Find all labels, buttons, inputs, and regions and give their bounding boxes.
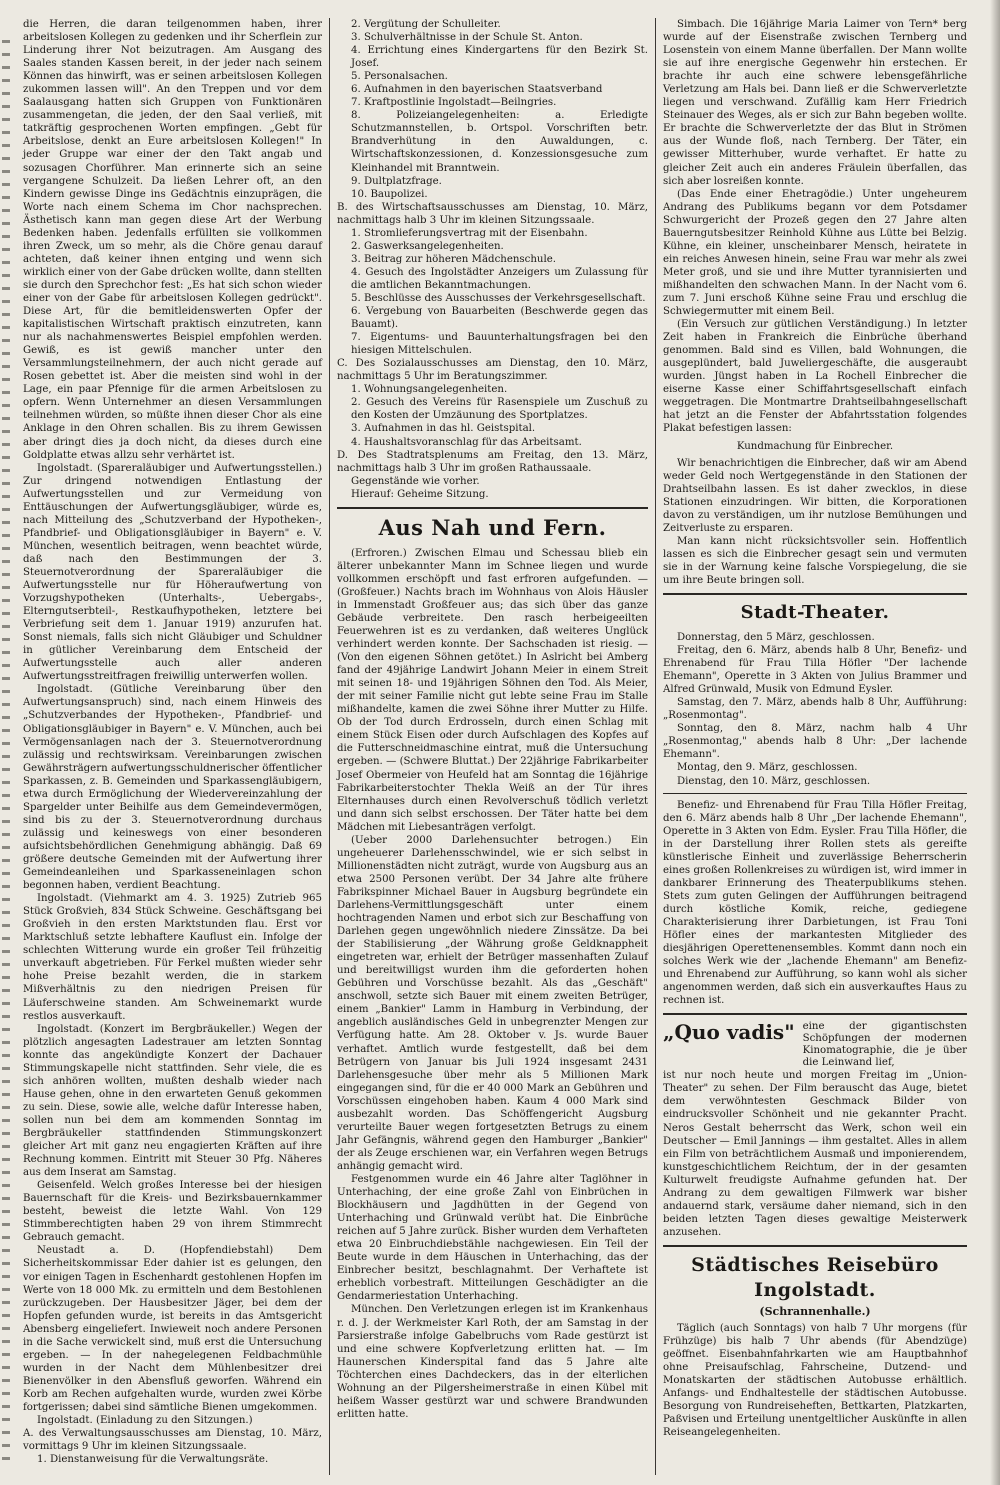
section-divider (663, 1245, 967, 1247)
agenda-item: 3. Schulverhältnisse in der Schule St. Anton. (351, 32, 583, 44)
agenda-item: 3. Aufnahmen in das hl. Geistspital. (351, 423, 536, 435)
article-paragraph: Neustadt a. D. (Hopfendiebstahl) Dem Sicherheitskommissar Eder dahier ist es gelungen, den vor einigen Tagen in Eschenhardt gestohlenen Hopfen im Werte von 18 000 Mk. zu ermitteln und dem Bestohlenen zurückzugeben. Der Hausbesitzer Jäger, bei dem der Hopfen gefunden wurde, ist bereits in das Amtsgericht Abensberg eingeliefert. Inwieweit noch andere Personen in die Sache verwickelt sind, muß erst die Untersuchung ergeben. — In der nahegelegenen Feldbachmühle wurden in der Nacht dem Mühlenbesitzer drei Bienenvölker in den Abensfluß geworfen. Während ein Korb am Rechen aufgehalten wurde, wurden zwei Körbe fortgerissen; dabei sind sämtliche Bienen umgekommen. (23, 1245, 322, 1413)
article-paragraph: Man kann nicht rücksichtsvoller sein. Hoffentlich lassen es sich die Einbrecher gesagt sein und vermuten sie in der Warnung keine falsche Vorspiegelung, die sie um ihre Beute bringen soll. (663, 535, 967, 586)
column-2 (330, 18, 656, 1475)
agenda-item: 9. Dultplatzfrage. (351, 175, 442, 187)
binding-holes (2, 40, 10, 1460)
article-paragraph: (Ueber 2000 Darlehensuchter betrogen.) Ein ungeheuerer Darlehensschwindel, wie er sich selbst in Millionenstädten nicht zuträgt, wurde von Augsburg aus an etwa 2500 Personen verübt. Der 34 Jahre alte frühere Fabrikspinner Michael Bauer in Augsburg begründete ein Darlehens-Vermittlungsgeschäft unter einem hochtragenden Namen und erbot sich zur Beschaffung von Darlehen gegen ungewöhnlich niedere Zinssätze. Da bei der Stabilisierung „der Währung große Geldknappheit eingetreten war, erhielt der Betrüger massenhaften Zulauf und bereitwilligst wurden ihm die geforderten hohen Gebühren und Vorschüsse bezahlt. Als das „Geschäft" anschwoll, setzte sich Bauer mit einem zweiten Betrüger, einem „Bankier" Lamm in Hamburg in Verbindung, der angeblich ausländisches Geld in unbegrenzter Mengen zur Verfügung hatte. Am 28. Oktober v. Js. wurde Bauer verhaftet. Amtlich wurde festgestellt, daß bei dem Betrügern von Januar bis Juli 1924 insgesamt 2431 Darlehensgesuche über mehr als 5 Millionen Mark eingegangen sind, für die er 40 000 Mark an Gebühren und Vorschüssen eingehoben haben. Kaum 4 000 Mark sind ausbezahlt worden. Das Schöffengericht Augsburg verurteilte Bauer wegen fortgesetzten Betrugs zu einem Jahr Gefängnis, während gegen den Hamburger „Bankier" der als Zeuge erschienen war, ein Verfahren wegen Betrugs anhängig gemacht wird. (337, 834, 648, 1172)
theater-line: Montag, den 9. März, geschlossen. (677, 762, 858, 774)
agenda-intro: D. Des Stadtratsplenums am Freitag, den 13. März, nachmittags halb 3 Uhr im großen Rathaussaale. (337, 449, 648, 474)
theater-heading: Stadt-Theater. (740, 602, 890, 624)
reisebuero-heading: Städtisches Reisebüro Ingolstadt. (691, 1253, 939, 1301)
agenda-item: 7. Kraftpostlinie Ingolstadt—Beilngries. (351, 97, 557, 109)
agenda-item: 4. Errichtung eines Kindergartens für den Bezirk St. Josef. (351, 45, 648, 70)
article-paragraph: (Erfroren.) Zwischen Elmau und Schessau blieb ein älterer unbekannter Mann im Schnee liegen und wurde vollkommen erschöpft und fast erfroren aufgefunden. — (Großfeuer.) Nachts brach im Wohnhaus von Alois Häusler in Immenstadt Großfeuer aus; das sich über das ganze Gebäude verbreitete. Den rasch herbeigeeilten Feuerwehren ist es zu verdanken, daß weiteres Unglück verhindert werden konnte. Der Sachschaden ist riesig. — (Von den eigenen Söhnen getötet.) In Aslricht bei Amberg fand der 49jährige Landwirt Johann Meier in einem Streit mit seinen 18- und 19jährigen Söhnen den Tod. Als Meier, der mit seiner Familie nicht gut lebte seine Frau im Stalle mißhandelte, kamen die zwei Söhne ihrer Mutter zu Hilfe. Ob der Tod durch Erdrosseln, durch einen Schlag mit einem Stück Eisen oder durch Aufschlagen des Kopfes auf die Futterschneidmaschine eintrat, muß die Untersuchung ergeben. — (Schwere Bluttat.) Der 22jährige Fabrikarbeiter Josef Obermeier von Heufeld hat am Sonntag die 16jährige Fabrikarbeiterstochter Thekla Weiß an der Tür ihres Elternhauses durch einen Revolverschuß tödlich verletzt und dann sich selbst erschossen. Der Täter hatte bei dem Mädchen mit Liebesanträgen verfolgt. (337, 547, 648, 833)
section-divider (663, 593, 967, 595)
article-paragraph: (Das Ende einer Ehetragödie.) Unter ungeheurem Andrang des Publikums begann vor dem Potsdamer Schwurgericht der Prozeß gegen den 27 Jahre alten Bauerngutsbesitzer Reinhold Kühne aus Lütte bei Belzig. Kühne, ein kleiner, unscheinbarer Mensch, heiratete in ein reiches Anwesen hinein, seine Frau war mehr als zwei Meter groß, und sie und ihre Mutter tyrannisierten und mißhandelten den schwachen Mann. In der Nacht vom 6. zum 7. Juni erschoß Kühne seine Frau und erschlug die Schwiegermutter mit einem Beil. (663, 188, 967, 318)
section-divider (663, 1013, 967, 1015)
agenda-item: 3. Beitrag zur höheren Mädchenschule. (351, 253, 557, 265)
agenda-item: 10. Baupolizei. (351, 188, 428, 200)
section-heading: Aus Nah und Fern. (378, 514, 607, 540)
article-paragraph: Festgenommen wurde ein 46 Jahre alter Taglöhner in Unterhaching, der eine große Zahl von Einbrüchen in Blockhäusern und Jagdhütten in der Gegend von Unterhaching und Grünwald verübt hat. Die Einbrüche reichen auf 5 Jahre zurück. Bisher wurden dem Verhafteten etwa 20 Einbruchdiebstähle nachgewiesen. Ein Teil der Beute wurde in dem Häuschen in Unterhaching, das der Einbrecher besitzt, beschlagnahmt. Der Verhaftete ist erheblich vorbestraft. Mitteilungen Geschädigter an die Gendarmeriestation Unterhaching. (337, 1173, 648, 1303)
theater-line: Samstag, den 7. März, abends halb 8 Uhr, Aufführung: „Rosenmontag". (663, 697, 967, 722)
agenda-item: 2. Vergütung der Schulleiter. (351, 19, 501, 30)
benefiz-paragraph: Benefiz- und Ehrenabend für Frau Tilla Höfler Freitag, den 6. März abends halb 8 Uhr „Der lachende Ehemann", Operette in 3 Akten von Edm. Eysler. Frau Tilla Höfler, die in der Darstellung ihrer Rollen stets als gereifte künstlerische Einheit und zuverlässige Beherrscherin eines großen Rollenkreises zu würdigen ist, wird immer in dankbarer Erinnerung des Theaterpublikums stehen. Stets zum guten Gelingen der Aufführungen beitragend durch köstliche Komik, reiche, gediegene Charakterisierung ihrer Darbietungen, ist Frau Toni Höfler eines der markantesten Mitglieder des diesjährigen Operettenensembles. Kommt dann noch ein solches Werk wie der „lachende Ehemann" am Benefiz- und Ehrenabend zur Aufführung, so kann wohl als sicher angenommen werden, daß sich ein ausverkauftes Haus zu rechnen ist. (663, 799, 967, 1007)
agenda-intro: A. des Verwaltungsausschusses am Dienstag, 10. März, vormittags 9 Uhr im kleinen Sitzungssaale. (23, 1428, 322, 1453)
notice-title: Kundmachung für Einbrecher. (736, 440, 894, 452)
article-paragraph: die Herren, die daran teilgenommen haben, ihrer arbeitslosen Kollegen zu gedenken und ihr Scherflein zur Linderung ihrer Not beizutragen. Am Ausgang des Saales standen Kassen bereit, in der jeder nach seinem Können das hinwirft, was er seinen arbeitslosen Kollegen zukommen lassen will". An den Treppen und vor dem Saalausgang hatten sich Gruppen von Funktionären zusammengetan, die jeden, der den Saal verließ, mit tatkräftig gesprochenen Worten empfingen. „Gebt für Arbeitslose, denkt an Eure arbeitslosen Kollegen!" In jeder Gruppe war einer der den Takt angab und sozusagen Chorführer. Man erinnerte sich an seine vergangene Schulzeit. Da ließen Lehrer oft, an den Kindern gewisse Dinge ins Gedächtnis einzuprägen, die Worte nach einem Schema im Chor nachsprechen. Ästhetisch kann man gegen diese Art der Werbung Bedenken haben. Jedenfalls erfüllten sie vollkommen ihren Zweck, um so mehr, als die Chöre genau darauf achteten, daß keiner ihnen entging und wenn sich wirklich einer von der Gabe drücken wollte, dann stellten sie durch den Sprechchor fest: „Es hat sich schon wieder einer von der Gabe für arbeitslosen Kollegen gedrückt". Diese Art, für die bemitleidenswerten Opfer der kapitalistischen Wirtschaft praktisch einzutreten, kann nur als nachahmenswertes Beispiel empfohlen werden. Gewiß, es ist gewiß mancher unter den Versammlungsteilnehmern, der auch nicht gerade auf Rosen gebettet ist. Aber die meisten sind wohl in der Lage, ein paar Pfennige für die armen Arbeitslosen zu opfern. Wenn Unternehmer an diesen Versammlungen teilnehmen würden, so müßte ihnen dieser Chor als eine Anklage in den Ohren schallen. Bis zu ihrem Gewissen aber dringt dies ja doch nicht, da dieses durch eine Goldplatte etwas allzu sehr verhärtet ist. (23, 19, 322, 461)
agenda-list (337, 383, 648, 448)
agenda-item: 1. Wohnungsangelegenheiten. (351, 384, 508, 396)
agenda-list (23, 1453, 322, 1466)
column-1 (16, 18, 330, 1475)
article-paragraph: Ingolstadt. (Einladung zu den Sitzungen.) (37, 1415, 253, 1427)
agenda-list (337, 18, 648, 201)
theater-line: Donnerstag, den 5 März, geschlossen. (677, 632, 875, 644)
article-paragraph: Ingolstadt. (Viehmarkt am 4. 3. 1925) Zutrieb 965 Stück Großvieh, 834 Stück Schweine. Geschäftsgang bei Großvieh in den ersten Marktstunden flau. Erst vor Marktschluß setzte lebhaftere Kauflust ein. Infolge der schlechten Witterung wurde ein großer Teil frühzeitig unverkauft abgetrieben. Für Ferkel mußten wieder sehr hohe Preise bezahlt werden, die in starkem Mißverhältnis zu den niedrigen Preisen für Läuferschweine standen. Am Schweinemarkt wurde restlos ausverkauft. (23, 893, 322, 1022)
quo-vadis-header (663, 1021, 967, 1069)
article-paragraph: München. Den Verletzungen erlegen ist im Krankenhaus r. d. J. der Werkmeister Karl Roth, der am Samstag in der Parsierstraße infolge Gabelbruchs vom Rade gestürzt ist und eine schwere Kopfverletzung erlitten hat. — Im Haunerschen Kinderspital fand das 5 Jahre alte Töchterchen eines Dachdeckers, das in der elterlichen Wohnung an der Pilgersheimerstraße in einen Kübel mit heißem Wasser gestürzt war und schwere Brandwunden erlitten hatte. (337, 1304, 648, 1420)
agenda-list (337, 227, 648, 357)
quo-vadis-side-text: eine der gigantischsten Schöpfungen der modernen Kinomatographie, die je über die Leinwand lief, (802, 1021, 967, 1069)
agenda-item: 2. Gaswerksangelegenheiten. (351, 240, 504, 252)
agenda-item: 2. Gesuch des Vereins für Rasenspiele um Zuschuß zu den Kosten der Umzäunung des Sportplatzes. (351, 397, 648, 422)
agenda-item: 6. Aufnahmen in den bayerischen Staatsverband (351, 84, 603, 96)
article-paragraph: (Ein Versuch zur gütlichen Verständigung.) In letzter Zeit haben in Frankreich die Einbrüche überhand genommen. Bald sind es Villen, bald Wohnungen, die ausgeplündert, bald Juweliergeschäfte, die ausgeraubt wurden. Jüngst haben in La Rochell Einbrecher die eiserne Kasse einer Schiffahrtsgesellschaft einfach weggetragen. Die Montmartre Drahtseilbahngesellschaft hat jetzt an die Fenster der Abfahrtsstation folgendes Plakat befestigen lassen: (663, 319, 967, 435)
agenda-item: 6. Vergebung von Bauarbeiten (Beschwerde gegen das Bauamt). (351, 306, 648, 331)
theater-line: Freitag, den 6. März, abends halb 8 Uhr, Benefiz- und Ehrenabend für Frau Tilla Höfler "Der lachende Ehemann", Operette in 3 Akten von Julius Brammer und Alfred Grünwald, Musik von Edmund Eysler. (663, 645, 967, 696)
column-3 (656, 18, 974, 1475)
agenda-item: 4. Gesuch des Ingolstädter Anzeigers um Zulassung für die amtlichen Bekanntmachungen. (351, 266, 648, 291)
theater-line: Sonntag, den 8. März, nachm halb 4 Uhr „Rosenmontag," abends halb 8 Uhr: „Der lachende Ehemann". (663, 723, 967, 761)
article-paragraph: Ingolstadt. (Konzert im Bergbräukeller.) Wegen der plötzlich angesagten Ladestrauer am letzten Sonntag konnte das angekündigte Konzert der Dachauer Stimmungskapelle nicht stattfinden. Sehr viele, die es sich anhören wollten, mußten deshalb wieder nach Hause gehen, ohne in den erwarteten Genuß gekommen zu sein. Diese, sowie alle, welche dafür Interesse haben, sollen nun bei dem am kommenden Sonntag im Bergbräukeller stattfindenden Stimmungskonzert gleicher Art mit ganz neu engagierten Kräften auf ihre Rechnung kommen. Eintritt mit Steuer 30 Pfg. Näheres aus dem Inserat am Samstag. (23, 1023, 322, 1179)
section-divider (337, 507, 648, 509)
article-paragraph: Geisenfeld. Welch großes Interesse bei der hiesigen Bauernschaft für die Kreis- und Bezirksbauernkammer besteht, beweist die letzte Wahl. Von 129 Stimmberechtigten haben 29 von ihrem Stimmrecht Gebrauch gemacht. (23, 1180, 322, 1244)
agenda-item: 1. Stromlieferungsvertrag mit der Eisenbahn. (351, 227, 588, 239)
agenda-item: 5. Personalsachen. (351, 71, 448, 83)
notice-text: Wir benachrichtigen die Einbrecher, daß wir am Abend weder Geld noch Wertgegenstände in den Stationen der Drahtseilbahn lassen. Es ist daher zwecklos, in diese Stationen einzudringen. Wir bitten, die Korporationen davon zu verständigen, um ihr nutzlose Bemühungen und Zeitverluste zu ersparen. (663, 457, 967, 534)
quo-vadis-paragraph: ist nur noch heute und morgen Freitag im „Union-Theater" zu sehen. Der Film berauscht das Auge, bietet dem verwöhntesten Geschmack Bilder von eindrucksvoller Schönheit und nie gekannter Pracht. Neros Gestalt beherrscht das Werk, schon weil ein Deutscher — Emil Jannings — ihm gestaltet. Alles in allem ein Film von beträchtlichem Ausmaß und imponierendem, kunstgeschichtlichem Reichtum, der in der gesamten Kulturwelt freudigste Aufnahme gefunden hat. Der Andrang zu dem gewaltigen Filmwerk war bisher andauernd stark, versäume daher niemand, sich in den beiden letzten Tagen dieses gewaltige Meisterwerk anzusehen. (663, 1070, 967, 1238)
agenda-list (337, 475, 648, 501)
agenda-item: Gegenstände wie vorher. (351, 475, 480, 487)
reisebuero-paragraph: Täglich (auch Sonntags) von halb 7 Uhr morgens (für Frühzüge) bis halb 7 Uhr abends (für Abendzüge) geöffnet. Eisenbahnfahrkarten wie am Hauptbahnhof ohne Preisaufschlag, Fahrscheine, Dutzend- und Monatskarten der städtischen Autobusse erhältlich. Anfangs- und Endhaltestelle der städtischen Autobusse. Besorgung von Rundreiseheften, Bettkarten, Platzkarten, Paßvisen und Erteilung unentgeltlicher Auskünfte in allen Reiseangelegenheiten. (663, 1322, 967, 1439)
agenda-item: 4. Haushaltsvoranschlag für das Arbeitsamt. (351, 436, 582, 448)
agenda-item: 5. Beschlüsse des Ausschusses der Verkehrsgesellschaft. (351, 292, 646, 304)
quo-vadis-title: „Quo vadis" (663, 1020, 795, 1045)
article-paragraph: Simbach. Die 16jährige Maria Laimer von Tern* berg wurde auf der Eisenstraße zwischen Ternberg und Losenstein von einem Manne überfallen. Der Mann wollte sie auf ihre energische Gegenwehr hin erstechen. Er brachte ihr auch eine schwere lebensgefährliche Verletzung am Hals bei. Dann ließ er die Schwerverletzte liegen und verschwand. Zufällig kam Herr Friedrich Steinauer des Weges, als er sich zur Bahn begeben wollte. Er brachte die Schwerverletzte der das Blut in Strömen aus der Wunde floß, nach Ternberg. Der Täter, ein gewisser Mitterhuber, wurde verhaftet. Er hatte zu gleicher Zeit auch ein anderes Fräulein überfallen, das sich aber losreißen konnte. (663, 19, 967, 187)
agenda-intro: B. des Wirtschaftsausschusses am Dienstag, 10. März, nachmittags halb 3 Uhr im kleinen Sitzungssaale. (337, 201, 648, 226)
page-edge-shadow (990, 0, 1000, 1485)
agenda-item: 8. Polizeiangelegenheiten: a. Erledigte Schutzmannstellen, b. Ortspol. Vorschriften betr. Brandverhütung in den Auwaldungen, c. Wirtschaftskonzessionen, d. Konzessionsgesuche zum Kleinhandel mit Branntwein. (351, 110, 648, 174)
agenda-item: 7. Eigentums- und Bauunterhaltungsfragen bei den hiesigen Mittelschulen. (351, 332, 648, 357)
article-paragraph: Ingolstadt. (Spareraläubiger und Aufwertungsstellen.) Zur dringend notwendigen Entlastung der Aufwertungsstellen und zur Vermeidung von Enttäuschungen der Aufwertungsgläubiger, würde es, nach Mitteilung des „Schutzverband der Hypotheken-, Pfandbrief- und Obligationsgläubiger in Bayern" e. V. München, wesentlich beitragen, wenn beachtet würde, daß nach den Bestimmungen der 3. Steuernotverordnung der Spareraläubiger die Aufwertungsstelle nur für Höheraufwertung von Vorzugshypotheken (Unterhalts-, Uebergabs-, Elterngutserbteil-, Restkaufhypotheken, letztere bei Verbriefung seit dem 1. Januar 1919) anzurufen hat. Sonst niemals, falls sich nicht Gläubiger und Schuldner in gütlicher Vereinbarung dem Entscheid der Aufwertungsstelle auch aller anderen Aufwertungsstreitfragen freiwillig unterwerfen wollen. (23, 462, 322, 683)
theater-line: Dienstag, den 10. März, geschlossen. (677, 775, 871, 787)
agenda-item: Hierauf: Geheime Sitzung. (351, 488, 489, 500)
agenda-item: 1. Dienstanweisung für die Verwaltungsräte. (37, 1454, 269, 1466)
reisebuero-subheading: (Schrannenhalle.) (759, 1304, 871, 1318)
agenda-intro: C. Des Sozialausschusses am Dienstag, den 10. März, nachmittags 5 Uhr im Beratungszimmer. (337, 358, 648, 383)
article-paragraph: Ingolstadt. (Gütliche Vereinbarung über den Aufwertungsanspruch) sind, nach einem Hinweis des „Schutzverbandes der Hypotheken-, Pfandbrief- und Obligationsgläubiger in Bayern" e. V. München, auch bei Vermögensanlagen nach der 3. Steuernotverordnung zulässig und rechtswirksam. Vereinbarungen zwischen Gewährsträgern aufwertungsschuldnerischer öffentlicher Sparkassen, z. B. Gemeinden und Sparkassengläubigern, etwa durch Ermöglichung der Wiedervereinzahlung der Spargelder unter Beihilfe aus dem Gemeindevermögen, sind bis zu der 3. Steuernotverordnung durchaus zulässig und keineswegs von einer besonderen aufsichtsbehördlichen Genehmigung abhängig. Daß 69 größere deutsche Gemeinden mit der Aufwertung ihrer Gemeindeanleihen und Sparkasseneinlagen schon begonnen haben, verdient Beachtung. (23, 684, 322, 892)
section-divider (663, 793, 967, 794)
